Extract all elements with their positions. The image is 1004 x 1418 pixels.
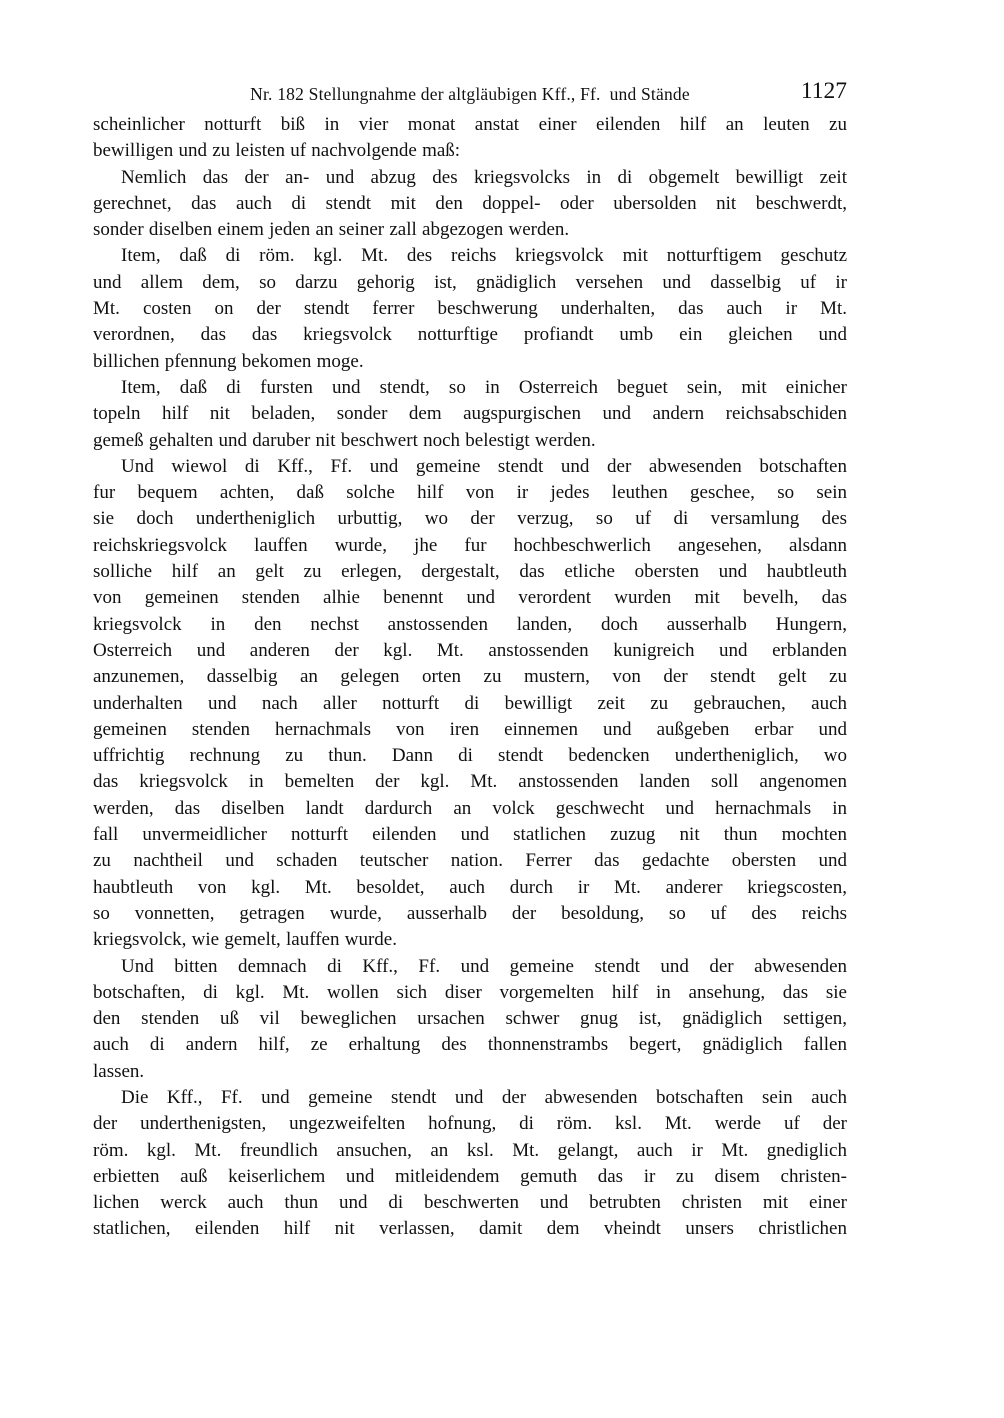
paragraph (93, 243, 847, 374)
text-line: auch di andern hilf, ze erhaltung des thonnenstrambs begert, gnädiglich fallen (93, 1034, 847, 1056)
text-line: gerechnet, das auch di stendt mit den doppel- oder ubersolden nit beschwerdt, (93, 192, 847, 214)
text-line: Und wiewol di Kff., Ff. und gemeine stendt und der abwesenden botschaften (121, 455, 847, 477)
text-line: scheinlicher notturft biß in vier monat anstat einer eilenden hilf an leuten zu (93, 114, 847, 135)
text-line: underhalten und nach aller notturft di bewilligt zeit zu gebrauchen, auch (93, 692, 847, 714)
text-line: anzunemen, dasselbig an gelegen orten zu mustern, von der stendt gelt zu (93, 666, 847, 688)
text-line: den stenden uß vil beweglichen ursachen schwer gnug ist, gnädiglich settigen, (93, 1008, 847, 1030)
text-line: das kriegsvolck in bemelten der kgl. Mt. anstossenden landen soll angenomen (93, 771, 847, 793)
text-line: röm. kgl. Mt. freundlich ansuchen, an ksl. Mt. gelangt, auch ir Mt. gnediglich (93, 1139, 847, 1161)
paragraph (93, 375, 847, 454)
paragraph (93, 954, 847, 1085)
text-line: billichen pfennung bekomen moge. (93, 350, 364, 372)
page-number: 1127 (800, 78, 847, 104)
text-line: kriegsvolck, wie gemelt, lauffen wurde. (93, 929, 397, 951)
text-line: Item, daß di röm. kgl. Mt. des reichs kriegsvolck mit notturftigem geschutz (121, 245, 847, 267)
text-line: kriegsvolck in den nechst anstossenden landen, doch ausserhalb Hungern, (93, 613, 847, 635)
text-line: bewilligen und zu leisten uf nachvolgende maß: (93, 140, 461, 162)
paragraph (93, 165, 847, 244)
text-line: sonder diselben einem jeden an seiner zall abgezogen werden. (93, 219, 570, 241)
text-line: werden, das diselben landt dardurch an volck geschwecht und hernachmals in (93, 797, 847, 819)
text-line: botschaften, di kgl. Mt. wollen sich diser vorgemelten hilf in ansehung, das sie (93, 981, 847, 1003)
text-line: so vonnetten, getragen wurde, ausserhalb der besoldung, so uf des reichs (93, 902, 847, 924)
text-line: lichen werck auch thun und di beschwerten und betrubten christen mit einer (93, 1192, 847, 1214)
text-line: fur bequem achten, daß solche hilf von ir jedes leuthen geschee, so sein (93, 482, 847, 504)
text-line: topeln hilf nit beladen, sonder dem augspurgischen und andern reichsabschiden (93, 403, 847, 425)
paragraph (93, 112, 847, 165)
text-line: haubtleuth von kgl. Mt. besoldet, auch durch ir Mt. anderer kriegscosten, (93, 876, 847, 898)
text-line: verordnen, das das kriegsvolck notturftige profiandt umb ein gleichen und (93, 324, 847, 346)
text-line: lassen. (93, 1060, 145, 1082)
text-line: Mt. costen on der stendt ferrer beschwerung underhalten, das auch ir Mt. (93, 298, 847, 320)
text-line: Und bitten demnach di Kff., Ff. und gemeine stendt und der abwesenden (121, 955, 847, 977)
text-line: erbietten auß keiserlichem und mitleidendem gemuth das ir zu disem christen- (93, 1165, 847, 1187)
text-line: solliche hilf an gelt zu erlegen, dergestalt, das etliche obersten und haubtleuth (93, 561, 847, 583)
text-line: reichskriegsvolck lauffen wurde, jhe fur hochbeschwerlich angesehen, alsdann (93, 534, 847, 556)
text-line: Item, daß di fursten und stendt, so in Osterreich beguet sein, mit einicher (121, 376, 847, 398)
text-line: von gemeinen stenden alhie benennt und verordent wurden mit bevelh, das (93, 587, 847, 609)
text-line: fall unvermeidlicher notturft eilenden und statlichen zuzug nit thun mochten (93, 824, 847, 846)
text-line: der underthenigsten, ungezweifelten hofnung, di röm. ksl. Mt. werde uf der (93, 1113, 847, 1135)
text-line: Die Kff., Ff. und gemeine stendt und der abwesenden botschaften sein auch (121, 1086, 847, 1108)
text-line: Osterreich und anderen der kgl. Mt. anstossenden kunigreich und erblanden (93, 639, 847, 661)
text-line: sie doch undertheniglich urbuttig, wo der verzug, so uf di versamlung des (93, 508, 847, 530)
text-block (93, 112, 847, 1243)
text-line: Nemlich das der an- und abzug des kriegsvolcks in di obgemelt bewilligt zeit (121, 166, 847, 188)
text-line: gemeß gehalten und daruber nit beschwert noch belestigt werden. (93, 429, 596, 451)
text-line: zu nachtheil und schaden teutscher nation. Ferrer das gedachte obersten und (93, 850, 847, 872)
text-line: statlichen, eilenden hilf nit verlassen, damit dem vheindt unsers christlichen (93, 1218, 847, 1240)
text-line: gemeinen stenden hernachmals von iren einnemen und außgeben erbar und (93, 718, 847, 740)
paragraph (93, 1085, 847, 1243)
text-line: uffrichtig rechnung zu thun. Dann di stendt bedencken undertheniglich, wo (93, 745, 847, 767)
header-title: Nr. 182 Stellungnahme der altgläubigen Kff., Ff. und Stände (250, 84, 690, 104)
running-header (93, 78, 847, 110)
paragraph (93, 454, 847, 954)
text-line: und allem dem, so darzu gehorig ist, gnädiglich versehen und dasselbig uf ir (93, 271, 847, 293)
